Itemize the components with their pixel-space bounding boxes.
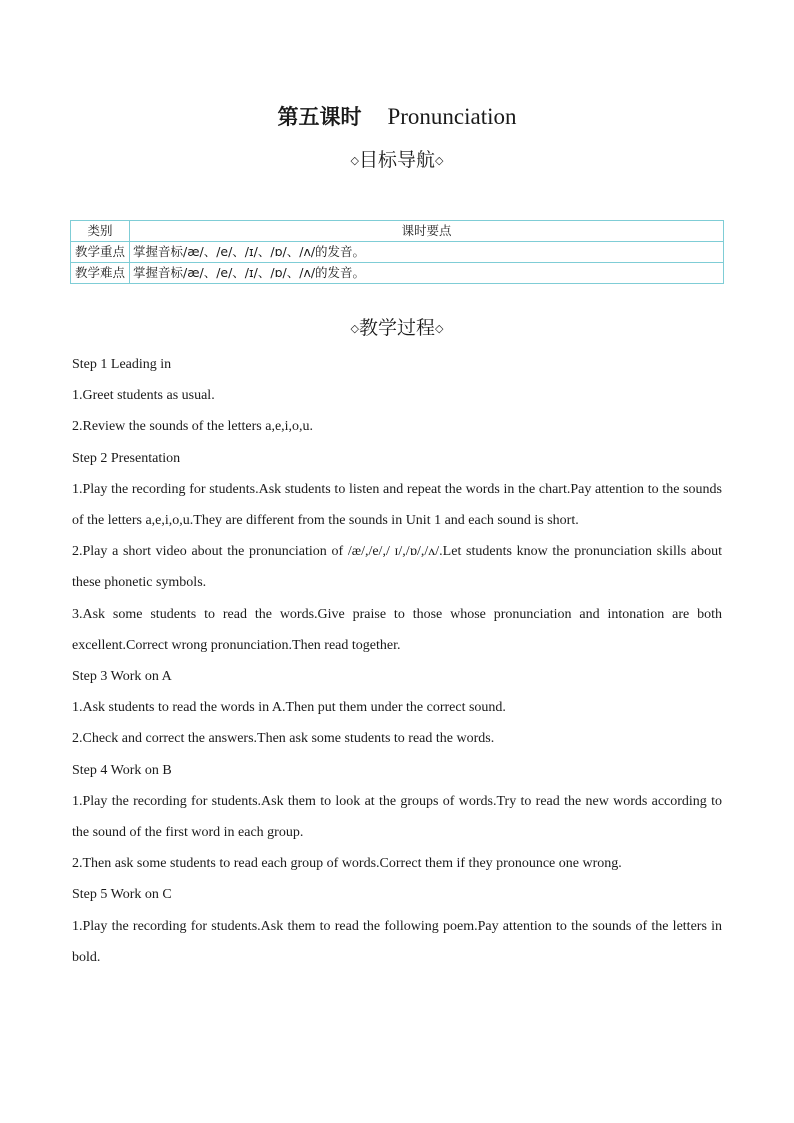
goals-table-cell-points: 掌握音标/æ/、/e/、/ɪ/、/ɒ/、/ʌ/的发音。: [130, 242, 724, 263]
section-heading-goals: [0, 147, 794, 174]
step-heading: Step 1 Leading in: [72, 357, 172, 372]
step-heading: Step 4 Work on B: [72, 762, 172, 778]
table-row: [71, 263, 724, 284]
table-row: [71, 242, 724, 263]
paragraph: 2.Then ask some students to read each group of words.Correct them if they pronounce one wrong.: [72, 856, 622, 872]
paragraph: 2.Play a short video about the pronunciation of /æ/,/e/,/ ɪ/,/ɒ/,/ʌ/.Let students know the pronunciation skills about these phonetic symbols.: [72, 544, 722, 591]
diamond-icon: ◇: [350, 154, 359, 167]
step-heading: Step 3 Work on A: [72, 669, 172, 685]
diamond-icon: ◇: [350, 322, 359, 335]
lesson-title-cn: 第五课时: [277, 105, 362, 129]
step-heading: Step 2 Presentation: [72, 450, 181, 466]
goals-table-header-row: [71, 221, 724, 242]
teaching-process-body: [72, 349, 722, 973]
goals-table: [70, 220, 724, 284]
step-heading: Step 5 Work on C: [72, 887, 172, 903]
paragraph: 2.Check and correct the answers.Then ask some students to read the words.: [72, 731, 495, 747]
diamond-icon: ◇: [435, 322, 444, 335]
section-heading-process: [0, 315, 794, 342]
diamond-icon: ◇: [435, 154, 444, 167]
section-heading-process-text: 教学过程: [358, 317, 435, 339]
paragraph: 1.Ask students to read the words in A.Then put them under the correct sound.: [72, 700, 506, 716]
section-heading-goals-text: 目标导航: [358, 149, 435, 171]
paragraph: 1.Play the recording for students.Ask them to read the following poem.Pay attention to the sounds of the letters in bold.: [72, 918, 722, 965]
lesson-title-en: Pronunciation: [387, 104, 517, 129]
goals-table-cell-category: 教学难点: [71, 263, 130, 284]
lesson-title: [0, 100, 794, 134]
goals-table-header-points: 课时要点: [130, 221, 724, 242]
paragraph: 2.Review the sounds of the letters a,e,i,o,u.: [72, 419, 314, 435]
paragraph: 1.Play the recording for students.Ask students to listen and repeat the words in the chart.Pay attention to the sounds of the letters a,e,i,o,u.They are different from the sounds in Unit 1 and each sound is short.: [72, 481, 722, 529]
goals-table-cell-points: 掌握音标/æ/、/e/、/ɪ/、/ɒ/、/ʌ/的发音。: [130, 263, 724, 284]
goals-table-header-category: 类别: [71, 221, 130, 242]
paragraph: 1.Greet students as usual.: [72, 388, 215, 404]
paragraph: 3.Ask some students to read the words.Give praise to those whose pronunciation and intonation are both excellent.Correct wrong pronunciation.Then read together.: [72, 606, 722, 653]
goals-table-cell-category: 教学重点: [71, 242, 130, 263]
paragraph: 1.Play the recording for students.Ask them to look at the groups of words.Try to read the new words according to the sound of the first word in each group.: [72, 793, 722, 841]
